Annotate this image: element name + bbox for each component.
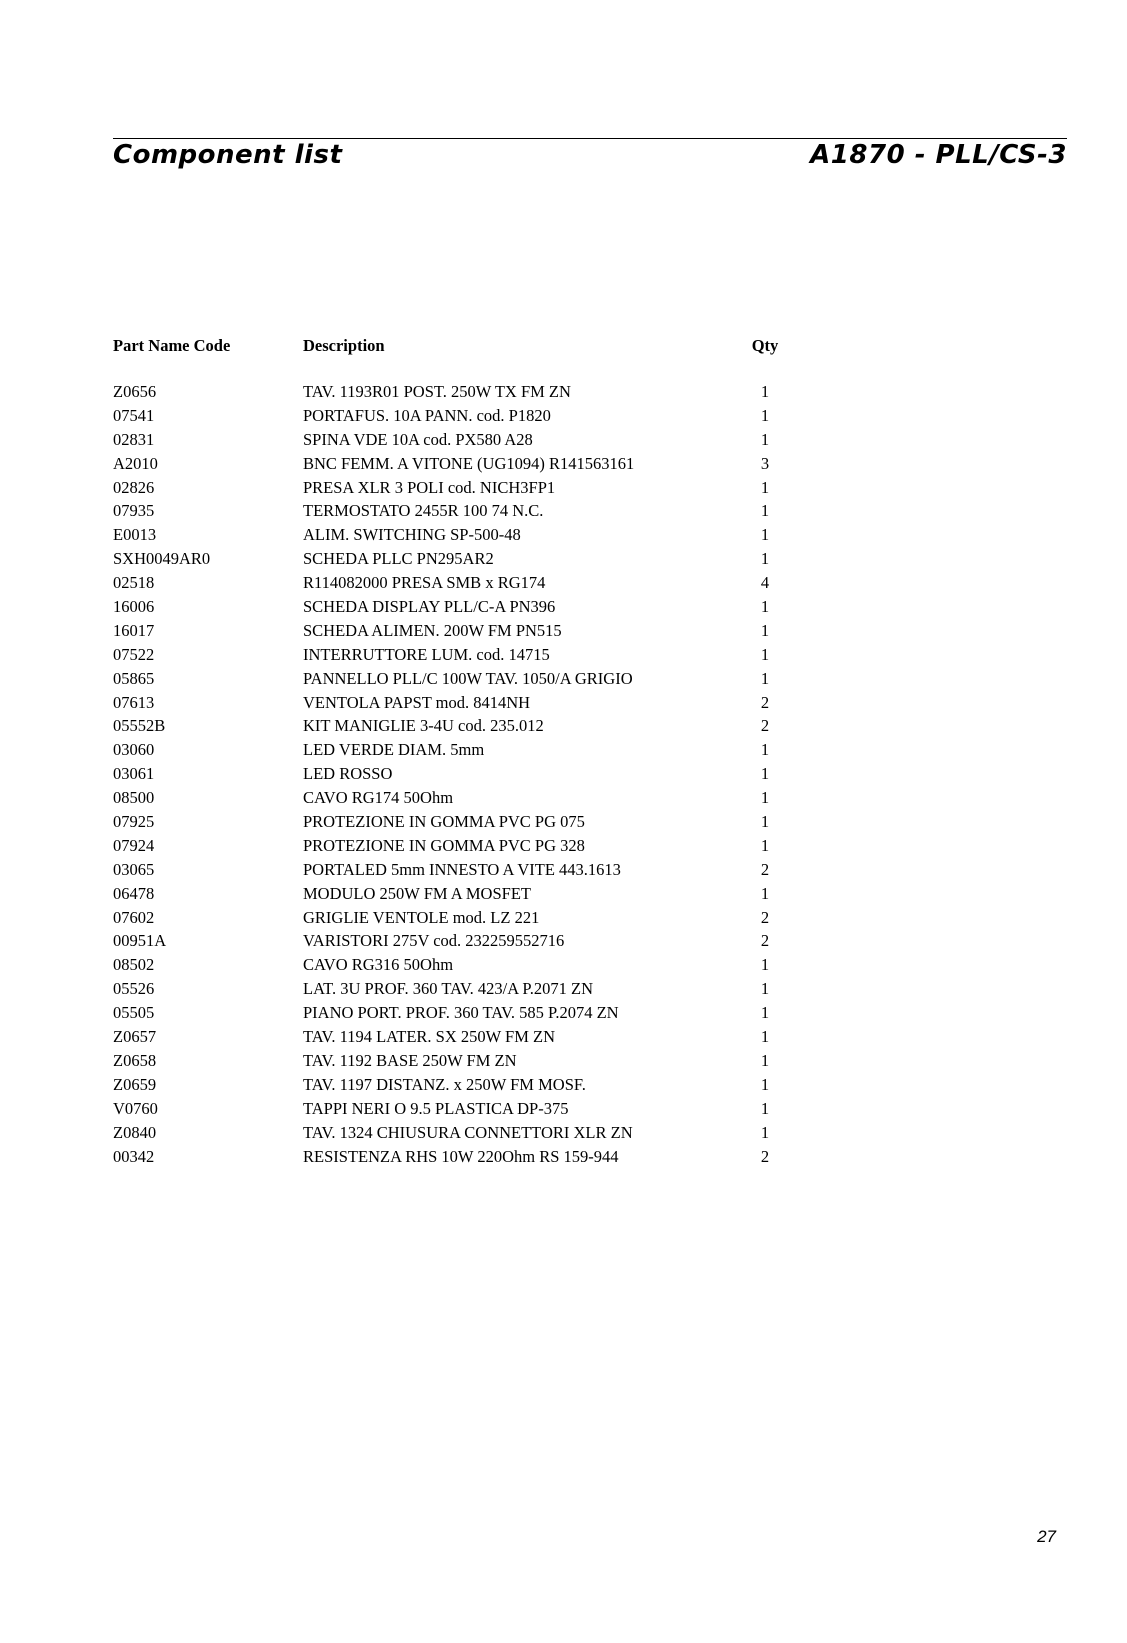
description-cell: TAPPI NERI O 9.5 PLASTICA DP-375 <box>303 1098 569 1118</box>
part-code-cell: 07935 <box>113 501 155 521</box>
description-cell: GRIGLIE VENTOLE mod. LZ 221 <box>303 907 540 927</box>
qty-cell: 1 <box>760 740 770 760</box>
part-code-cell: SXH0049AR0 <box>113 549 211 569</box>
part-code-cell: 05865 <box>113 668 155 688</box>
qty-cell: 2 <box>760 1146 770 1166</box>
qty-cell: 1 <box>760 549 770 569</box>
description-cell: TAV. 1324 CHIUSURA CONNETTORI XLR ZN <box>303 1122 633 1142</box>
description-cell: PORTAFUS. 10A PANN. cod. P1820 <box>303 405 551 425</box>
description-cell: LED VERDE DIAM. 5mm <box>303 740 485 760</box>
qty-cell: 1 <box>760 812 770 832</box>
description-cell: PORTALED 5mm INNESTO A VITE 443.1613 <box>303 859 621 879</box>
part-code-cell: 07541 <box>113 405 155 425</box>
part-code-cell: 00342 <box>113 1146 155 1166</box>
qty-cell: 1 <box>760 668 770 688</box>
qty-cell: 1 <box>760 835 770 855</box>
description-cell: PROTEZIONE IN GOMMA PVC PG 328 <box>303 835 585 855</box>
qty-cell: 1 <box>760 1050 770 1070</box>
description-cell: MODULO 250W FM A MOSFET <box>303 883 531 903</box>
part-code-cell: 16006 <box>113 597 155 617</box>
qty-cell: 1 <box>760 405 770 425</box>
description-cell: SCHEDA PLLC PN295AR2 <box>303 549 494 569</box>
qty-cell: 1 <box>760 1074 770 1094</box>
qty-cell: 1 <box>760 644 770 664</box>
qty-cell: 3 <box>760 453 770 473</box>
qty-cell: 1 <box>760 1098 770 1118</box>
part-code-cell: 05505 <box>113 1003 155 1023</box>
column-header-code: Part Name Code <box>113 336 231 355</box>
part-code-cell: 07522 <box>113 644 155 664</box>
qty-cell: 1 <box>760 788 770 808</box>
qty-cell: 1 <box>760 979 770 999</box>
qty-cell: 1 <box>760 429 770 449</box>
description-cell: KIT MANIGLIE 3-4U cod. 235.012 <box>303 716 544 736</box>
description-cell: TERMOSTATO 2455R 100 74 N.C. <box>303 501 544 521</box>
description-cell: TAV. 1193R01 POST. 250W TX FM ZN <box>303 382 571 401</box>
description-cell: TAV. 1197 DISTANZ. x 250W FM MOSF. <box>303 1074 586 1094</box>
qty-cell: 1 <box>760 1003 770 1023</box>
part-code-cell: Z0658 <box>113 1050 157 1070</box>
description-cell: INTERRUTTORE LUM. cod. 14715 <box>303 644 550 664</box>
qty-cell: 2 <box>760 692 770 712</box>
model-title: A1870 - PLL/CS-3 <box>810 140 1067 170</box>
header-rule <box>113 138 1067 139</box>
part-code-cell: Z0656 <box>113 382 157 401</box>
description-cell: VARISTORI 275V cod. 232259552716 <box>303 931 565 951</box>
part-code-cell: V0760 <box>113 1098 158 1118</box>
qty-cell: 1 <box>760 1122 770 1142</box>
part-code-cell: 05526 <box>113 979 155 999</box>
part-code-cell: A2010 <box>113 453 158 473</box>
qty-cell: 1 <box>760 597 770 617</box>
description-cell: LED ROSSO <box>303 764 393 784</box>
part-code-cell: 07602 <box>113 907 155 927</box>
qty-cell: 2 <box>760 907 770 927</box>
part-code-cell: 07924 <box>113 835 155 855</box>
page-number: 27 <box>1037 1527 1056 1546</box>
description-cell: SPINA VDE 10A cod. PX580 A28 <box>303 429 533 449</box>
part-code-cell: 02518 <box>113 573 155 593</box>
qty-cell: 1 <box>760 382 770 401</box>
qty-cell: 1 <box>760 1027 770 1047</box>
qty-cell: 1 <box>760 764 770 784</box>
part-code-cell: 07925 <box>113 812 155 832</box>
part-code-cell: 02831 <box>113 429 155 449</box>
part-code-cell: 07613 <box>113 692 155 712</box>
part-code-cell: Z0657 <box>113 1027 157 1047</box>
qty-cell: 2 <box>760 859 770 879</box>
description-cell: SCHEDA DISPLAY PLL/C-A PN396 <box>303 597 556 617</box>
description-cell: SCHEDA ALIMEN. 200W FM PN515 <box>303 620 562 640</box>
qty-cell: 1 <box>760 883 770 903</box>
description-cell: TAV. 1192 BASE 250W FM ZN <box>303 1050 517 1070</box>
description-cell: RESISTENZA RHS 10W 220Ohm RS 159-944 <box>303 1146 619 1166</box>
description-cell: PANNELLO PLL/C 100W TAV. 1050/A GRIGIO <box>303 668 633 688</box>
part-code-cell: 08502 <box>113 955 155 975</box>
description-cell: R114082000 PRESA SMB x RG174 <box>303 573 546 593</box>
description-cell: CAVO RG316 50Ohm <box>303 955 454 975</box>
column-header-description: Description <box>303 336 385 355</box>
description-cell: BNC FEMM. A VITONE (UG1094) R141563161 <box>303 453 635 473</box>
qty-cell: 2 <box>760 931 770 951</box>
description-cell: TAV. 1194 LATER. SX 250W FM ZN <box>303 1027 556 1047</box>
part-code-cell: 08500 <box>113 788 155 808</box>
part-code-cell: E0013 <box>113 525 157 545</box>
qty-cell: 4 <box>760 573 770 593</box>
description-cell: VENTOLA PAPST mod. 8414NH <box>303 692 531 712</box>
description-cell: ALIM. SWITCHING SP-500-48 <box>303 525 521 545</box>
part-code-cell: Z0840 <box>113 1122 157 1142</box>
part-code-cell: 05552B <box>113 716 166 736</box>
part-code-cell: 03061 <box>113 764 155 784</box>
qty-cell: 1 <box>760 955 770 975</box>
description-cell: CAVO RG174 50Ohm <box>303 788 454 808</box>
part-code-cell: 06478 <box>113 883 155 903</box>
description-cell: PRESA XLR 3 POLI cod. NICH3FP1 <box>303 477 556 497</box>
part-code-cell: 00951A <box>113 931 167 951</box>
part-code-cell: 03065 <box>113 859 155 879</box>
document-title: Component list <box>113 140 343 170</box>
part-code-cell: Z0659 <box>113 1074 157 1094</box>
description-cell: PIANO PORT. PROF. 360 TAV. 585 P.2074 ZN <box>303 1003 619 1023</box>
qty-cell: 2 <box>760 716 770 736</box>
qty-cell: 1 <box>760 525 770 545</box>
description-cell: PROTEZIONE IN GOMMA PVC PG 075 <box>303 812 585 832</box>
qty-cell: 1 <box>760 620 770 640</box>
part-code-cell: 03060 <box>113 740 155 760</box>
column-header-qty: Qty <box>751 336 779 355</box>
description-cell: LAT. 3U PROF. 360 TAV. 423/A P.2071 ZN <box>303 979 593 999</box>
part-code-cell: 16017 <box>113 620 155 640</box>
part-code-cell: 02826 <box>113 477 155 497</box>
qty-cell: 1 <box>760 477 770 497</box>
qty-cell: 1 <box>760 501 770 521</box>
